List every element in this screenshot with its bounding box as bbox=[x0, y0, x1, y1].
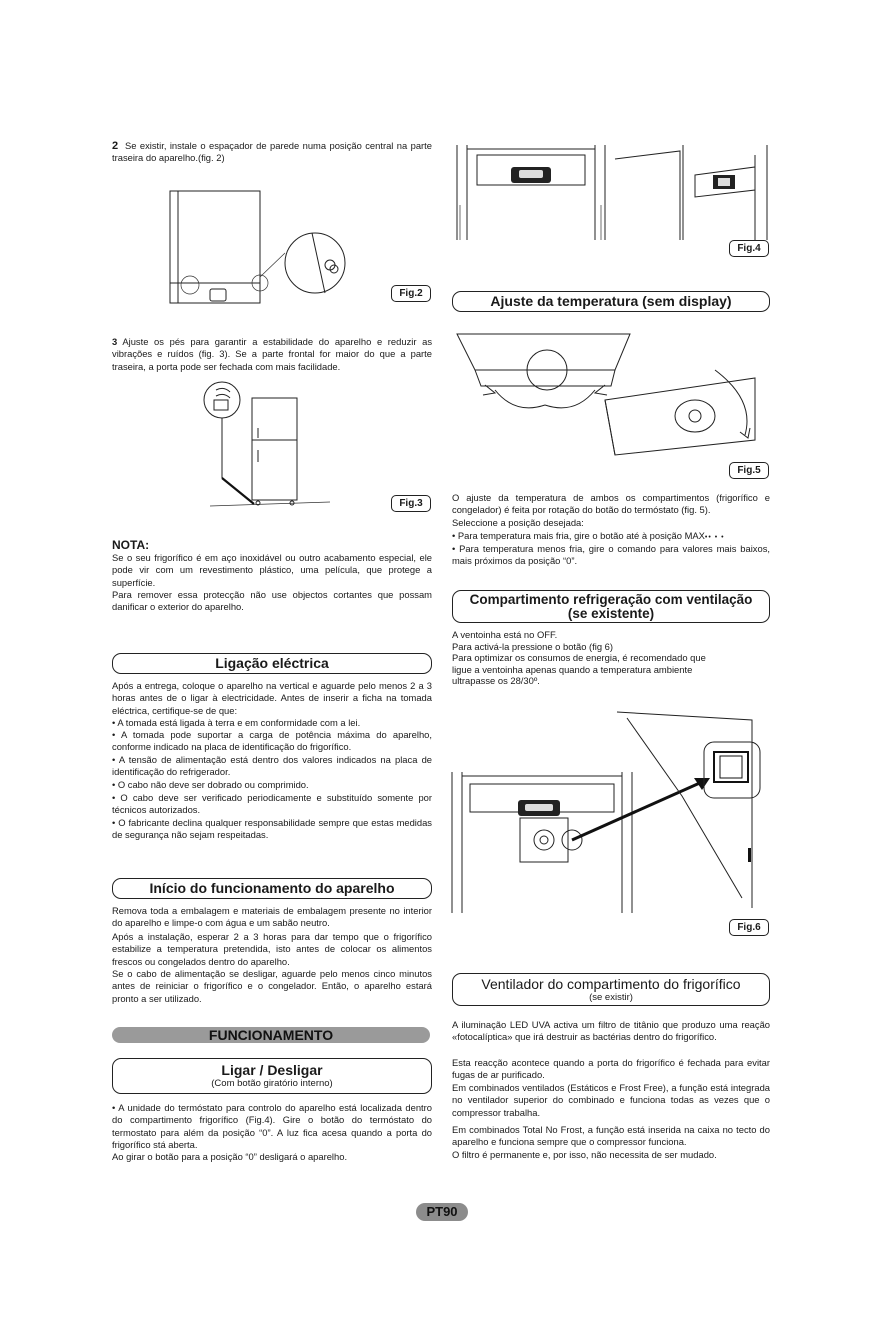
step2-number: 2 bbox=[112, 140, 119, 152]
ligar-heading-box bbox=[112, 1058, 432, 1094]
fig3-illustration bbox=[200, 378, 340, 513]
step3-text: Ajuste os pés para garantir a estabilidade do aparelho e reduzir as vibrações e ruídos (fig. 3). Se a parte frontal for maior do que a parte traseira, a porta pode ser fechada com mais facilidade. bbox=[112, 336, 433, 372]
ligacao-bullet-3: • A tensão de alimentação está dentro dos valores indicados na placa de identificação do refrigerador. bbox=[112, 754, 432, 778]
ligacao-bullet-6: • O fabricante declina qualquer responsabilidade sempre que estas medidas de segurança não sejam respeitadas. bbox=[112, 817, 432, 841]
inicio-paragraph-3: Se o cabo de alimentação se desligar, aguarde pelo menos cinco minutos antes de reiniciar o frigorífico e o congelador. Então, o aparelho estará pronto a ser utilizado. bbox=[112, 968, 432, 1004]
ventilador-paragraph-2: Esta reacção acontece quando a porta do frigorífico é fechada para evitar fugas de ar purificado. bbox=[452, 1057, 770, 1081]
ventilador-subtitle: (se existir) bbox=[589, 992, 633, 1003]
compartimento-line-5: ultrapasse os 28/30º. bbox=[452, 675, 540, 687]
ventilador-paragraph-5: O filtro é permanente e, por isso, não necessita de ser mudado. bbox=[452, 1149, 717, 1160]
fig2-illustration bbox=[160, 185, 360, 315]
max-dots: •• • • bbox=[704, 534, 725, 541]
ligacao-bullet-2: • A tomada pode suportar a carga de potência máxima do aparelho, conforme indicado na placa de identificação do frigorífico. bbox=[112, 729, 432, 753]
ventilador-paragraph-3: Em combinados ventilados (Estáticos e Frost Free), a função está integrada no ventilador superior do combinado e funciona todas as vezes que o compressor trabalha. bbox=[452, 1082, 770, 1118]
compartimento-heading bbox=[452, 590, 770, 623]
compartimento-title-line-2: (se existente) bbox=[567, 606, 655, 621]
step3-paragraph bbox=[112, 336, 432, 373]
ventilador-paragraph-4: Em combinados Total No Frost, a função está inserida na caixa no tecto do aparelho e funciona sempre que o compressor funciona. bbox=[452, 1124, 770, 1148]
ajuste-bullet-1-text: • Para temperatura mais fria, gire o botão até à posição MAX bbox=[452, 530, 705, 541]
ligar-title: Ligar / Desligar bbox=[221, 1062, 323, 1078]
step2-text: Se existir, instale o espaçador de parede numa posição central na parte traseira do aparelho.(fig. 2) bbox=[112, 140, 432, 164]
compartimento-line-4: ligue a ventoinha apenas quando a temperatura ambiente bbox=[452, 663, 693, 675]
fig5-label: Fig.5 bbox=[729, 462, 769, 479]
ventilador-heading-box bbox=[452, 973, 770, 1006]
fig5-illustration bbox=[455, 330, 775, 460]
ajuste-paragraph-2: Seleccione a posição desejada: bbox=[452, 517, 584, 528]
ligacao-bullet-4: • O cabo não deve ser dobrado ou comprimido. bbox=[112, 779, 309, 790]
step3-number: 3 bbox=[112, 336, 118, 347]
fig2-label: Fig.2 bbox=[391, 285, 431, 302]
nota-paragraph-2: Para remover essa protecção não use objectos cortantes que possam danificar o exterior do aparelho. bbox=[112, 589, 432, 613]
nota-title: NOTA: bbox=[112, 538, 150, 552]
ventilador-paragraph-1: A iluminação LED UVA activa um filtro de titânio que produzo uma reação «fotocalíptica» que irá destruir as bactérias dentro do frigorífico. bbox=[452, 1019, 770, 1043]
fig4-label: Fig.4 bbox=[729, 240, 769, 257]
ligacao-bullet-1: • A tomada está ligada à terra e em conformidade com a lei. bbox=[112, 717, 361, 728]
ligar-paragraph-1: • A unidade do termóstato para controlo do aparelho está localizada dentro do compartimento frigorífico (Fig.4). Gire o botão do termóstato do termostato para além da posição “0”. A luz fica acesa quando a porta do frigorífico stá aberta. bbox=[112, 1102, 432, 1150]
inicio-paragraph-2: Após a instalação, esperar 2 a 3 horas para dar tempo que o frigorífico estabilize a temperatura pretendida, isto antes de colocar os alimentos frescos ou congelados dentro do aparelho. bbox=[112, 931, 432, 967]
compartimento-line-3: Para optimizar os consumos de energia, é recomendado que bbox=[452, 652, 706, 664]
compartimento-line-2: Para activá-la pressione o botão (fig 6) bbox=[452, 640, 614, 652]
ligacao-bullet-5: • O cabo deve ser verificado periodicamente e substituído somente por técnicos autorizados. bbox=[112, 792, 432, 816]
ajuste-bullet-2: • Para temperatura menos fria, gire o comando para valores mais baixos, mais próximos da posição “0”. bbox=[452, 543, 770, 567]
ajuste-heading: Ajuste da temperatura (sem display) bbox=[452, 291, 770, 312]
fig3-label: Fig.3 bbox=[391, 495, 431, 512]
ligar-paragraph-2: Ao girar o botão para a posição “0” desligará o aparelho. bbox=[112, 1151, 348, 1162]
fig6-label: Fig.6 bbox=[729, 919, 769, 936]
ajuste-paragraph-1: O ajuste da temperatura de ambos os compartimentos (frigorífico e congelador) é feita por rotação do botão do termóstato (fig. 5). bbox=[452, 492, 770, 516]
fig6-illustration bbox=[452, 708, 772, 918]
ligacao-intro: Após a entrega, coloque o aparelho na vertical e aguarde pelo menos 2 a 3 horas antes de o ligar à electricidade. Antes de inserir a ficha na tomada eléctrica, certifique-se de que: bbox=[112, 680, 432, 716]
inicio-heading: Início do funcionamento do aparelho bbox=[112, 878, 432, 899]
page-number-badge: PT90 bbox=[416, 1203, 468, 1221]
ligar-subtitle: (Com botão giratório interno) bbox=[211, 1078, 333, 1089]
fig4-illustration bbox=[455, 145, 775, 245]
nota-paragraph-1: Se o seu frigorífico é em aço inoxidável ou outro acabamento especial, ele pode vir com um revestimento plástico, uma película, que protege a superfície. bbox=[112, 552, 432, 588]
ventilador-title: Ventilador do compartimento do frigorífico bbox=[481, 976, 741, 992]
compartimento-text bbox=[452, 629, 772, 687]
inicio-paragraph-1: Remova toda a embalagem e materiais de embalagem presente no interior do aparelho e limpe-o com água e um sabão neutro. bbox=[112, 905, 432, 929]
compartimento-title-line-1: Compartimento refrigeração com ventilação bbox=[469, 592, 753, 607]
funcionamento-banner: FUNCIONAMENTO bbox=[112, 1027, 430, 1043]
compartimento-line-1: A ventoinha está no OFF. bbox=[452, 629, 558, 640]
step2-paragraph bbox=[112, 140, 432, 165]
ligacao-heading: Ligação eléctrica bbox=[112, 653, 432, 674]
